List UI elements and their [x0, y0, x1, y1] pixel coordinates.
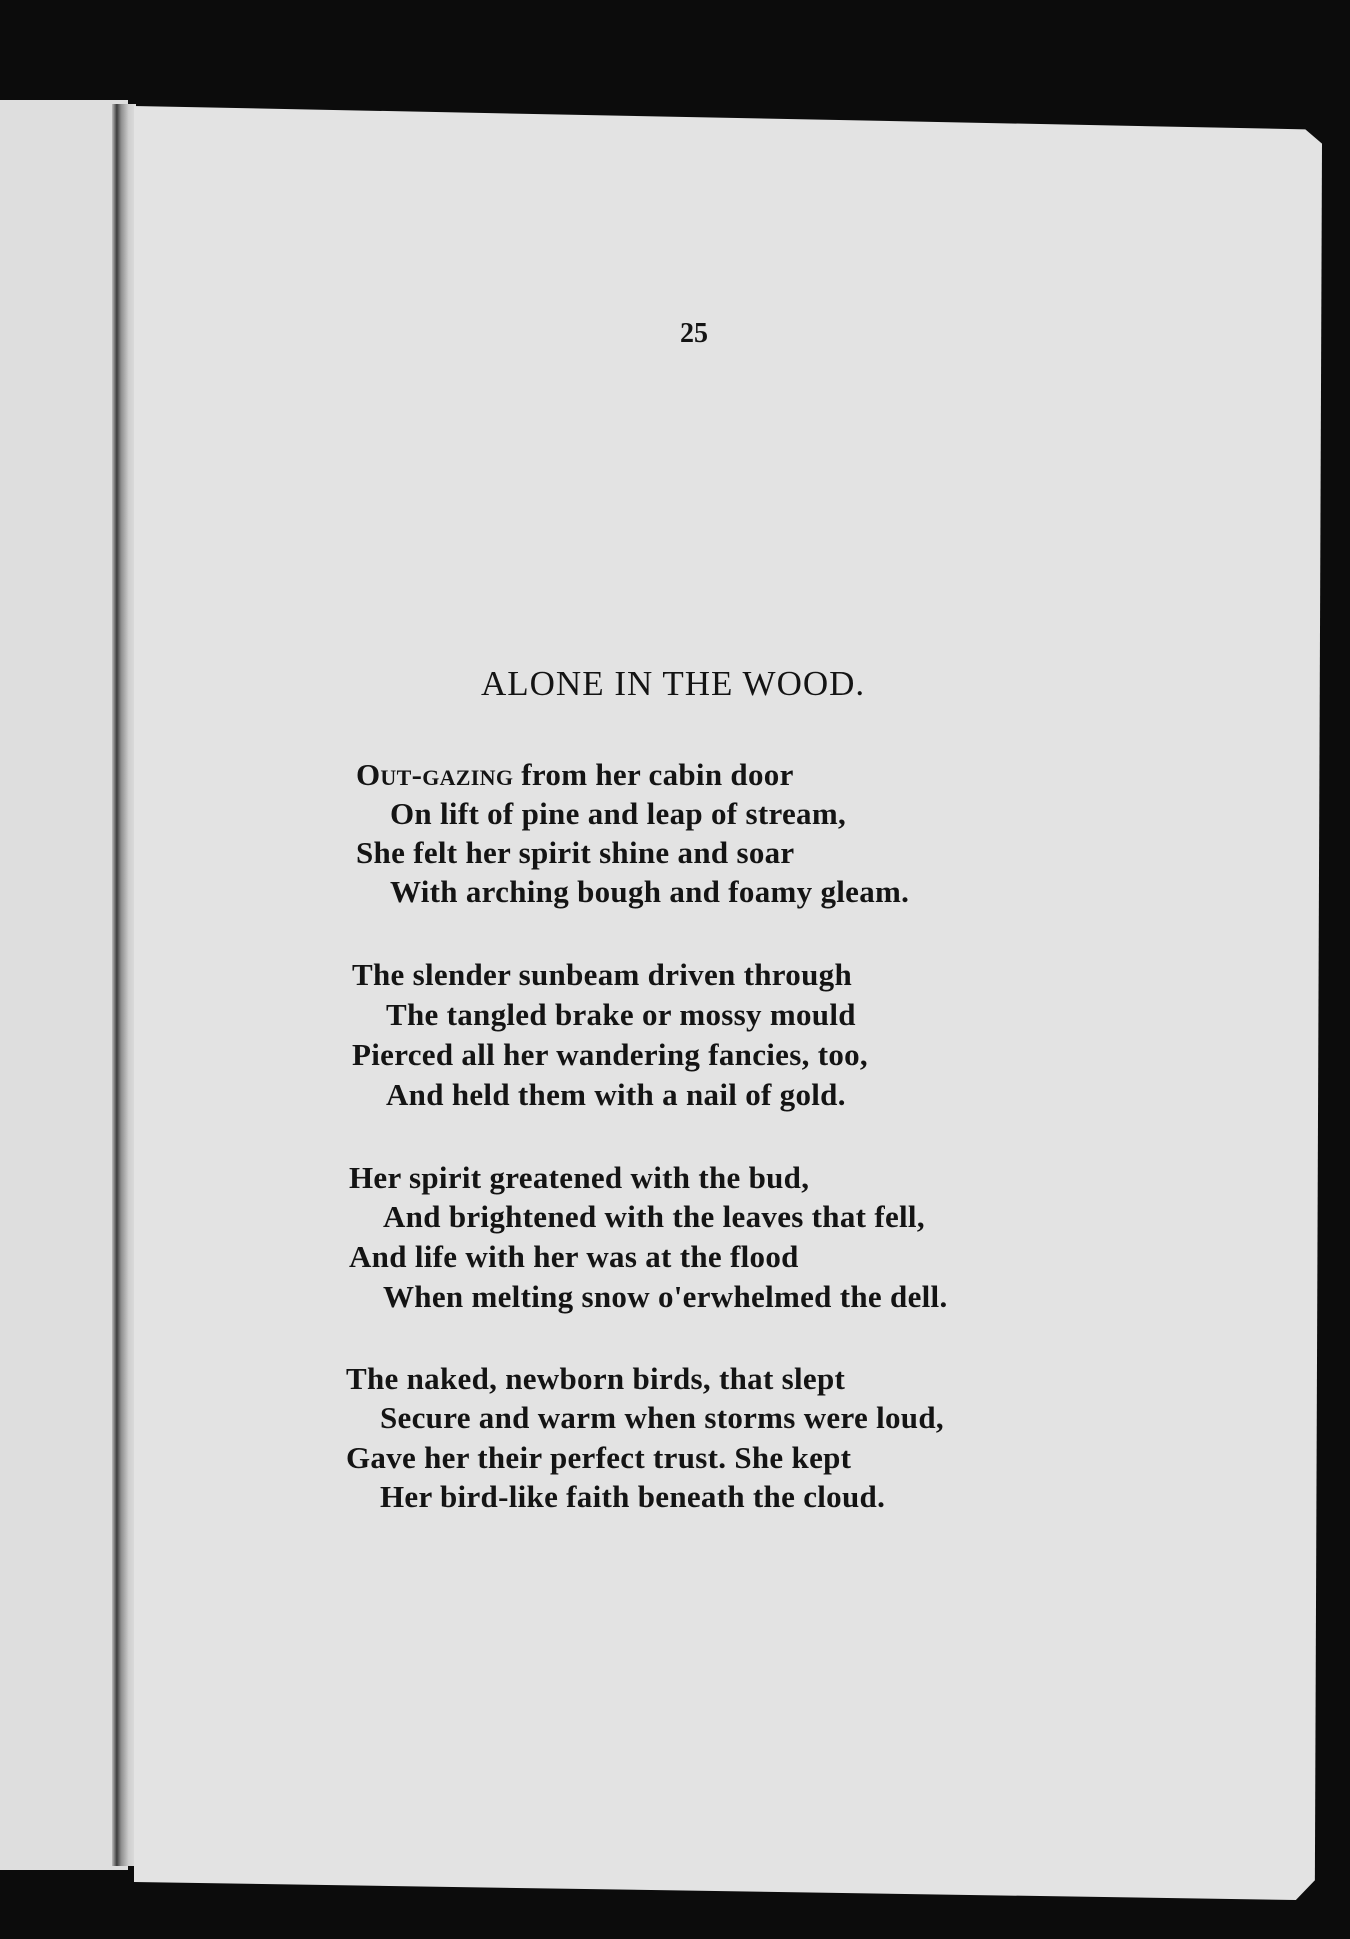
- poem-title: ALONE IN THE WOOD.: [481, 664, 866, 703]
- poem-line: The naked, newborn birds, that slept: [346, 1361, 846, 1396]
- page-number: 25: [680, 318, 708, 349]
- poem-line: Gave her their perfect trust. She kept: [346, 1440, 852, 1475]
- poem-line: Pierced all her wandering fancies, too,: [352, 1037, 868, 1072]
- book-spine-shadow: [112, 104, 136, 1866]
- poem-line: The tangled brake or mossy mould: [386, 997, 856, 1032]
- poem-line: She felt her spirit shine and soar: [356, 835, 795, 870]
- poem-line: And held them with a nail of gold.: [386, 1077, 846, 1112]
- poem-line: Secure and warm when storms were loud,: [380, 1400, 944, 1435]
- poem-line: And brightened with the leaves that fell,: [383, 1199, 925, 1234]
- opening-small-caps: Out-gazing: [356, 757, 514, 792]
- poem-line: [356, 757, 794, 793]
- poem-line: The slender sunbeam driven through: [352, 957, 852, 992]
- poem-line: Her bird-like faith beneath the cloud.: [380, 1479, 886, 1514]
- left-page-edge: [0, 100, 128, 1870]
- poem-line: And life with her was at the flood: [349, 1239, 799, 1274]
- poem-line: On lift of pine and leap of stream,: [390, 796, 846, 831]
- poem-line: With arching bough and foamy gleam.: [390, 874, 910, 909]
- poem-line-text: from her cabin door: [513, 757, 794, 792]
- poem-line: Her spirit greatened with the bud,: [349, 1160, 810, 1195]
- poem-line: When melting snow o'erwhelmed the dell.: [383, 1279, 948, 1314]
